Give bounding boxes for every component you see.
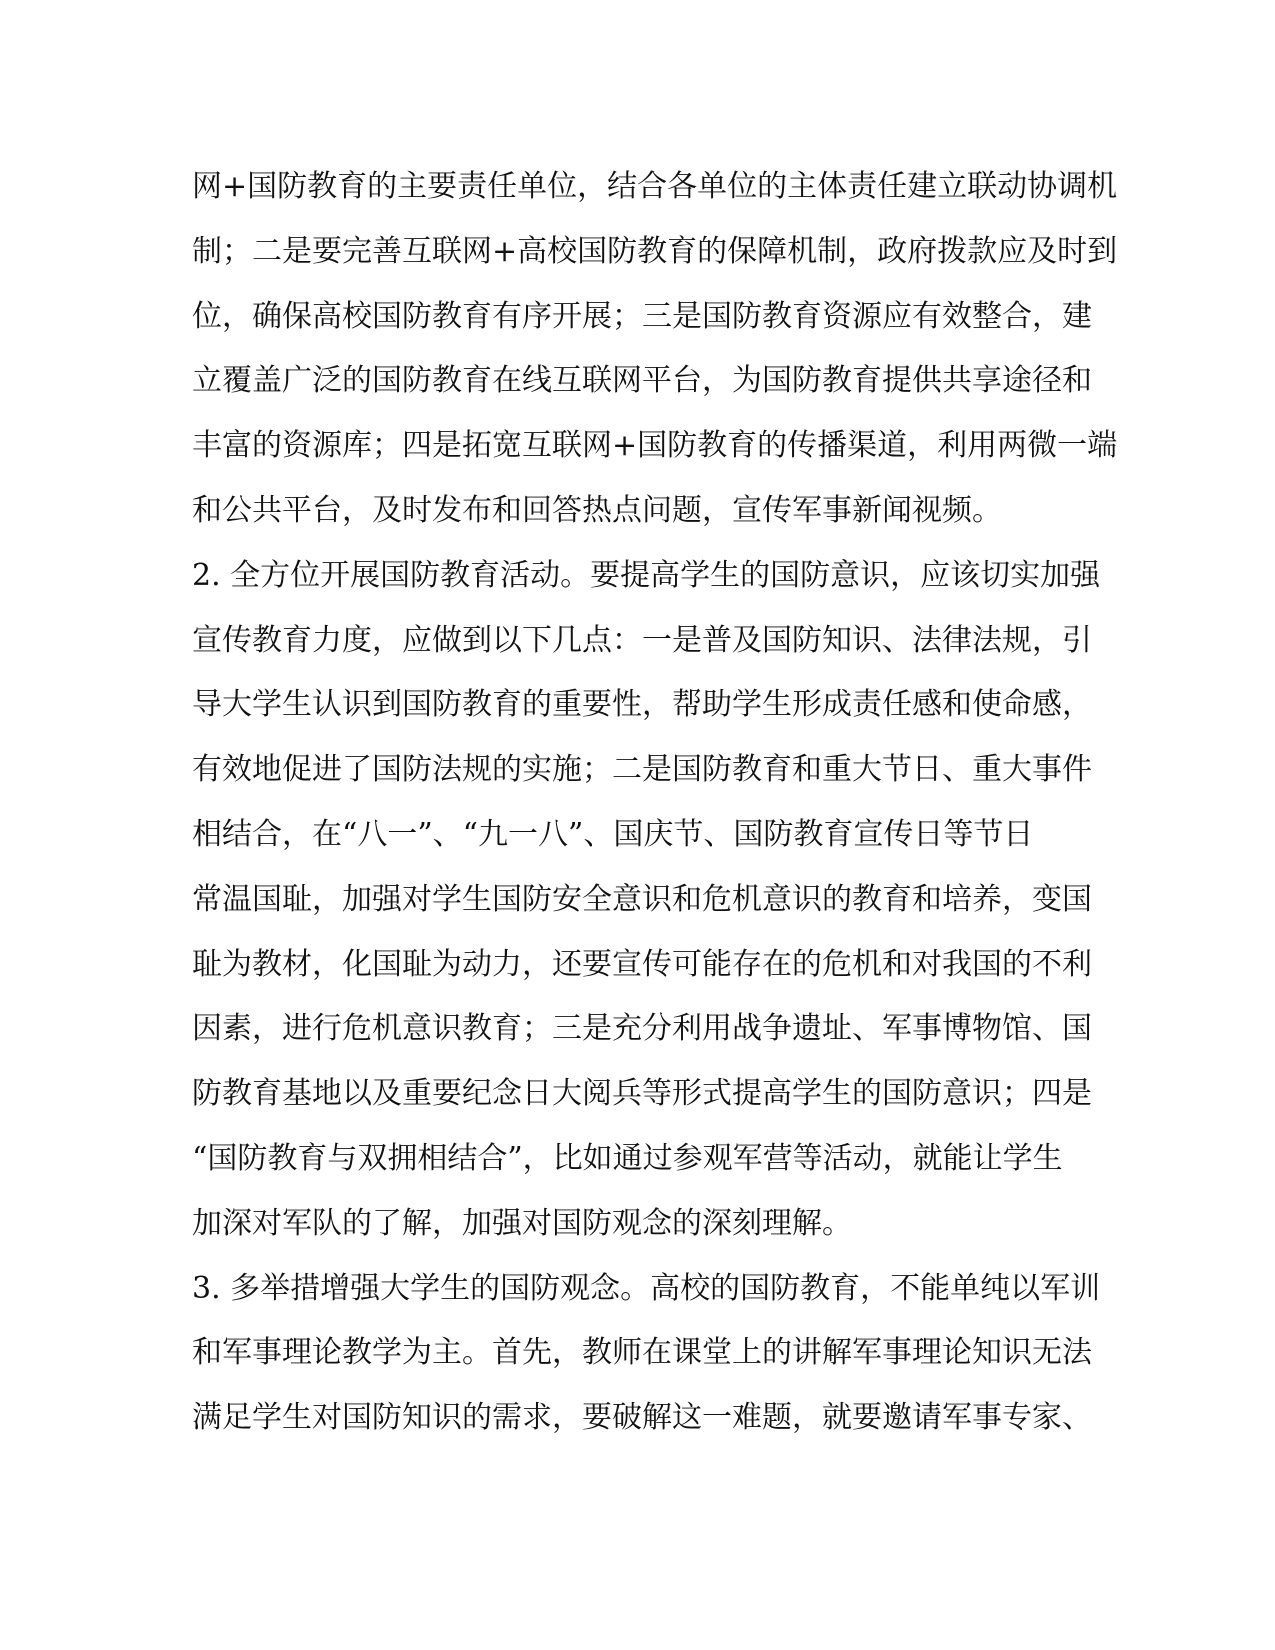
text-line: 3. 多举措增强大学生的国防观念。高校的国防教育，不能单纯以军训 [192, 1270, 1101, 1306]
text-line: 常温国耻，加强对学生国防安全意识和危机意识的教育和培养，变国 [192, 881, 1092, 917]
text-line: 和公共平台，及时发布和回答热点问题，宣传军事新闻视频。 [192, 492, 1002, 528]
text-line: 网+国防教育的主要责任单位，结合各单位的主体责任建立联动协调机 [192, 169, 1118, 204]
text-line: 和军事理论教学为主。首先，教师在课堂上的讲解军事理论知识无法 [192, 1335, 1092, 1371]
text-line: 立覆盖广泛的国防教育在线互联网平台，为国防教育提供共享途径和 [192, 363, 1092, 399]
text-line: 耻为教材，化国耻为动力，还要宣传可能存在的危机和对我国的不利 [192, 946, 1092, 982]
text-line: 2. 全方位开展国防教育活动。要提高学生的国防意识，应该切实加强 [192, 557, 1101, 593]
text-line: 制；二是要完善互联网+高校国防教育的保障机制，政府拨款应及时到 [192, 233, 1118, 269]
text-line: 导大学生认识到国防教育的重要性，帮助学生形成责任感和使命感， [192, 687, 1092, 723]
text-line: 宣传教育力度，应做到以下几点：一是普及国防知识、法律法规，引 [192, 622, 1092, 658]
text-line: 因素，进行危机意识教育；三是充分利用战争遗址、军事博物馆、国 [192, 1011, 1092, 1047]
text-line: 防教育基地以及重要纪念日大阅兵等形式提高学生的国防意识；四是 [192, 1076, 1092, 1112]
document-body [192, 155, 1118, 1451]
text-line: “国防教育与双拥相结合”，比如通过参观军营等活动，就能让学生 [192, 1140, 1063, 1176]
text-line: 满足学生对国防知识的需求，要破解这一难题，就要邀请军事专家、 [192, 1400, 1092, 1436]
text-line: 有效地促进了国防法规的实施；二是国防教育和重大节日、重大事件 [192, 752, 1092, 788]
text-line: 加深对军队的了解，加强对国防观念的深刻理解。 [192, 1205, 852, 1241]
text-line: 丰富的资源库；四是拓宽互联网+国防教育的传播渠道，利用两微一端 [192, 428, 1118, 464]
text-line: 相结合，在“八一”、“九一八”、国庆节、国防教育宣传日等节日 [192, 816, 1034, 852]
text-line: 位，确保高校国防教育有序开展；三是国防教育资源应有效整合，建 [192, 298, 1092, 334]
